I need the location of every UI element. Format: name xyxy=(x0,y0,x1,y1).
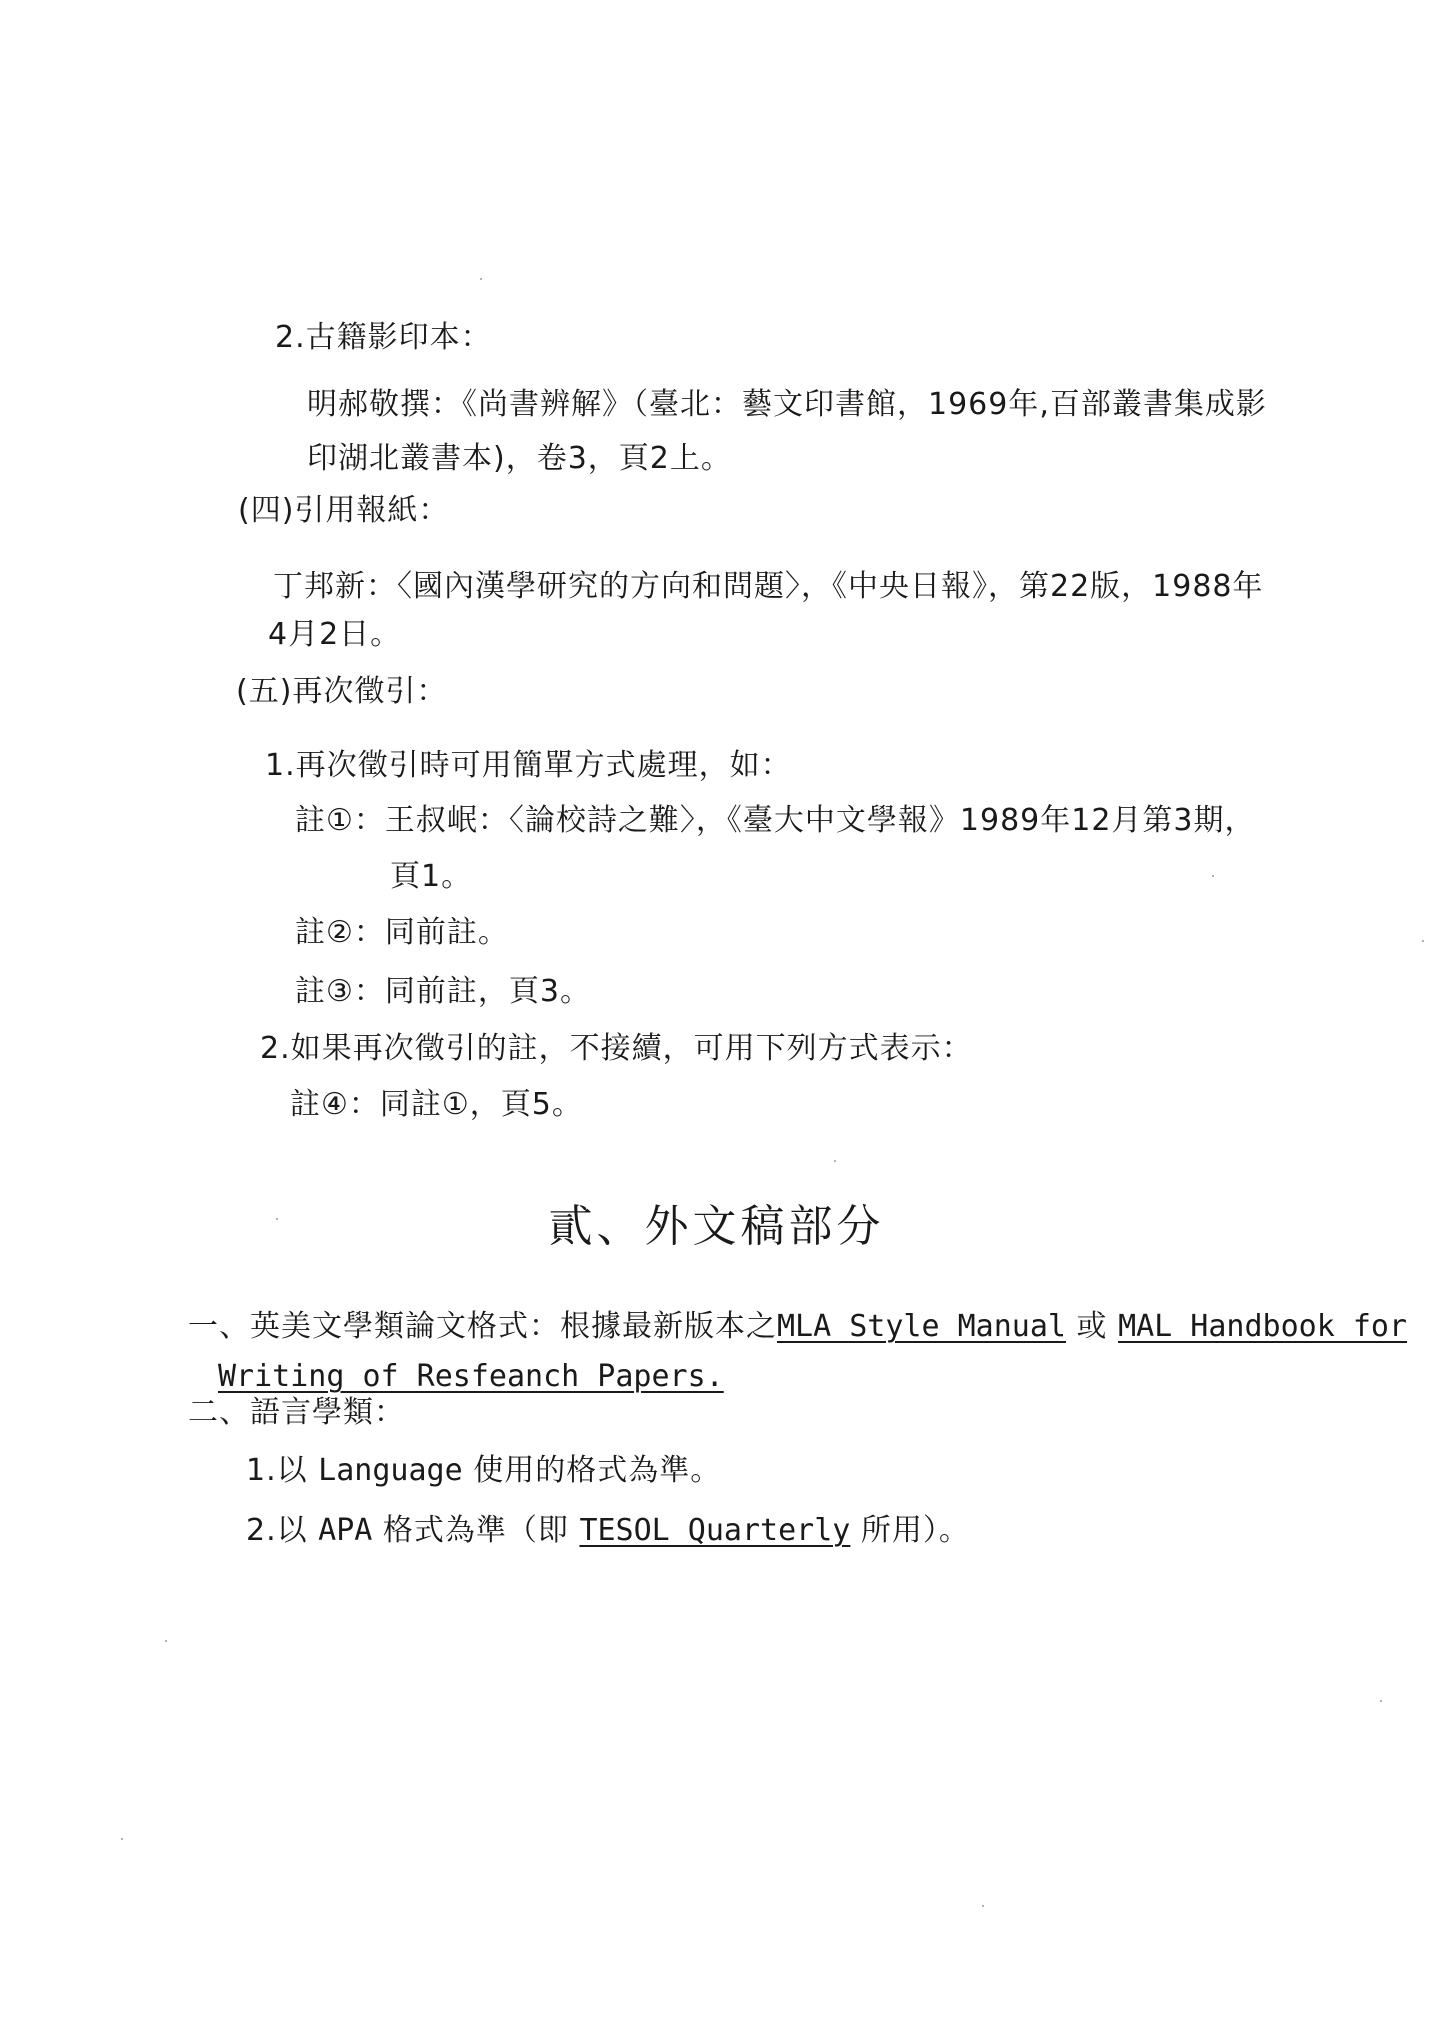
linguistics-item-2 xyxy=(246,1512,970,1550)
scan-speck xyxy=(982,1905,984,1907)
item1-prefix: 1.以 xyxy=(246,1453,319,1488)
scan-speck xyxy=(480,278,482,280)
handbook-title-part1: MAL Handbook for xyxy=(1118,1309,1408,1344)
scan-speck xyxy=(165,1640,167,1642)
mla-style-manual-title: MLA Style Manual xyxy=(777,1309,1066,1344)
scan-speck xyxy=(121,1838,123,1840)
english-lit-prefix: 一、英美文學類論文格式：根據最新版本之 xyxy=(188,1309,777,1344)
scan-speck xyxy=(834,1160,836,1162)
tesol-quarterly-title: TESOL Quarterly xyxy=(579,1513,851,1548)
apa-label: APA xyxy=(318,1513,373,1548)
or-connector: 或 xyxy=(1065,1309,1119,1344)
recitation-item-1: 1.再次徵引時可用簡單方式處理，如： xyxy=(265,748,792,783)
citation-newspaper-line2: 4月2日。 xyxy=(268,617,402,652)
english-lit-format-line1 xyxy=(188,1308,1407,1346)
item1-suffix: 使用的格式為準。 xyxy=(462,1453,722,1488)
heading-linguistics: 二、語言學類： xyxy=(188,1395,405,1430)
citation-ancient-line2: 印湖北叢書本)，卷3，頁2上。 xyxy=(307,441,732,476)
scan-speck xyxy=(1380,1700,1382,1702)
subheading-ancient-reprints: 2.古籍影印本： xyxy=(275,320,492,355)
item2-prefix: 2.以 xyxy=(246,1513,319,1548)
scan-speck xyxy=(276,1218,278,1220)
note-4: 註④：同註①，頁5。 xyxy=(290,1087,583,1122)
citation-ancient-line1: 明郝敬撰：《尚書辨解》（臺北：藝文印書館，1969年,百部叢書集成影 xyxy=(307,387,1267,422)
english-lit-format-line2 xyxy=(218,1358,724,1396)
note-2: 註②：同前註。 xyxy=(295,915,509,950)
heading-newspaper: (四)引用報紙： xyxy=(238,493,450,528)
section-title-foreign-manuscripts: 貳、外文稿部分 xyxy=(548,1201,885,1252)
heading-recitation: (五)再次徵引： xyxy=(236,674,448,709)
handbook-title-part2: Writing of Resfeanch Papers. xyxy=(218,1359,724,1394)
note-1-line1: 註①：王叔岷：〈論校詩之難〉，《臺大中文學報》1989年12月第3期， xyxy=(295,803,1256,838)
linguistics-item-1 xyxy=(246,1452,721,1490)
note-3: 註③：同前註，頁3。 xyxy=(295,974,591,1009)
scan-speck xyxy=(1212,875,1214,877)
note-1-line2: 頁1。 xyxy=(390,859,473,894)
item2-suffix: 所用）。 xyxy=(850,1513,970,1548)
citation-newspaper-line1: 丁邦新：〈國內漢學研究的方向和問題〉，《中央日報》，第22版，1988年 xyxy=(273,569,1264,604)
scan-speck xyxy=(1422,940,1424,942)
item2-middle: 格式為準（即 xyxy=(372,1513,580,1548)
recitation-item-2: 2.如果再次徵引的註，不接續，可用下列方式表示： xyxy=(260,1031,973,1066)
journal-language: Language xyxy=(318,1453,463,1488)
